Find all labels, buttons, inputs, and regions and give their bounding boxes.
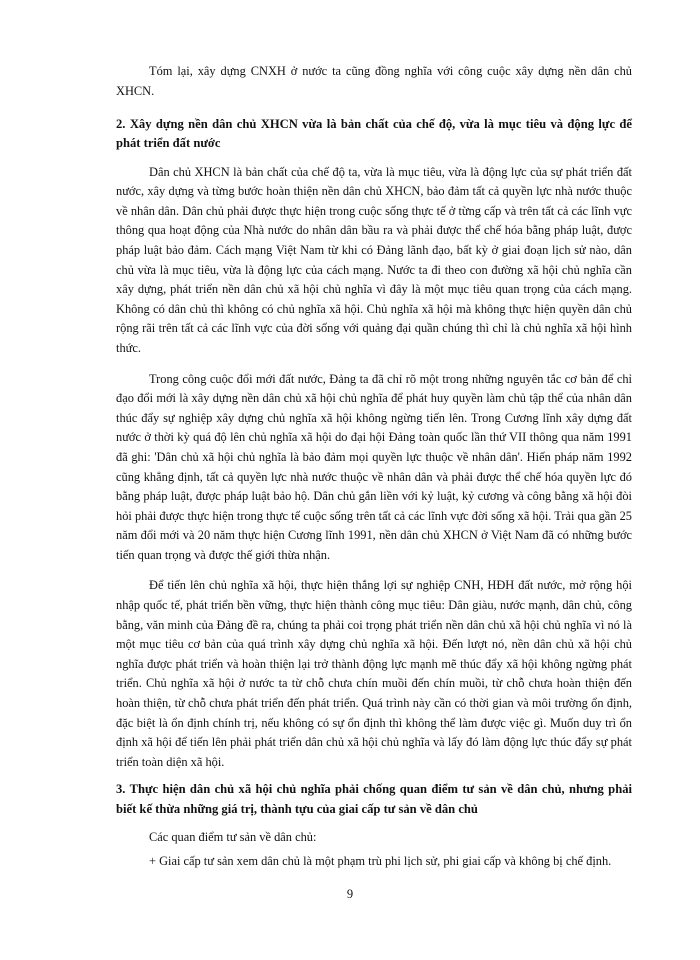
document-page [116, 62, 632, 872]
page-number: 9 [346, 887, 354, 901]
section-3-paragraph-2: + Giai cấp tư sản xem dân chủ là một phạm trù phi lịch sử, phi giai cấp và không bị chế định. [149, 854, 612, 869]
section-2-paragraph-3: Để tiến lên chủ nghĩa xã hội, thực hiện thắng lợi sự nghiệp CNH, HĐH đất nước, mở rộng hội nhập quốc tế, phát triển bền vững, thực hiện thành công mục tiêu: Dân giàu, nước mạnh, dân chủ, công bằng, văn minh của Đảng đề ra, chúng ta phải coi trọng phát triển nền dân chủ xã hội chủ nghĩa vì nó là một mục tiêu cơ bản của quá trình xây dựng chủ nghĩa xã hội. Đến lượt nó, nền dân chủ xã hội chủ nghĩa được phát triển và hoàn thiện lại trở thành động lực mạnh mẽ thúc đẩy xã hội không ngừng phát triển. Chủ nghĩa xã hội ở nước ta từ chỗ chưa chín muồi đến chín muồi, từ chỗ chưa hoàn thiện đến hoàn thiện, từ chỗ chưa phát triển đến phát triển. Quá trình này cần có thời gian và môi trường ổn định, đặc biệt là ổn định chính trị, nếu không có sự ổn định thì không thể làm được việc gì. Muốn duy trì ổn định xã hội để tiến lên phải phát triển dân chủ xã hội chủ nghĩa và lấy đó làm động lực thúc đẩy sự phát triển toàn diện xã hội. [116, 578, 632, 769]
section-2-paragraph-1: Dân chủ XHCN là bản chất của chế độ ta, vừa là mục tiêu, vừa là động lực của sự phát triển đất nước, xây dựng và từng bước hoàn thiện nền dân chủ XHCN, bảo đảm tất cả quyền lực nhà nước thuộc về nhân dân. Dân chủ phải được thực hiện trong cuộc sống thực tế ở từng cấp và trên tất cả các lĩnh vực thông qua hoạt động của Nhà nước do nhân dân bầu ra và phải được thể chế hóa bằng pháp luật, được pháp luật bảo đảm. Cách mạng Việt Nam từ khi có Đảng lãnh đạo, bất kỳ ở giai đoạn lịch sử nào, dân chủ vừa là mục tiêu, vừa là động lực của cách mạng. Nước ta đi theo con đường xã hội chủ nghĩa cần xây dựng, phát triển nền dân chủ xã hội chủ nghĩa vì đây là một mục tiêu quan trọng của cách mạng. Không có dân chủ thì không có chủ nghĩa xã hội. Chủ nghĩa xã hội mà không thực hiện quyền dân chủ rộng rãi trên tất cả các lĩnh vực của đời sống với quảng đại quần chúng thì chỉ là chủ nghĩa xã hội hình thức. [116, 164, 632, 355]
section-2-paragraph-2: Trong công cuộc đổi mới đất nước, Đảng ta đã chỉ rõ một trong những nguyên tắc cơ bản để chỉ đạo đổi mới là xây dựng nền dân chủ xã hội chủ nghĩa để phát huy quyền làm chủ tập thể của nhân dân thúc đẩy sự nghiệp xây dựng chủ nghĩa xã hội không ngừng tiến lên. Trong Cương lĩnh xây dựng đất nước ở thời kỳ quá độ lên chủ nghĩa xã hội do đại hội Đảng toàn quốc lần thứ VII thông qua năm 1991 đã ghi: 'Dân chủ xã hội chủ nghĩa là bảo đảm mọi quyền lực thuộc về nhân dân'. Hiến pháp năm 1992 cũng khẳng định, tất cả quyền lực nhà nước thuộc về nhân dân và phải được thể chế hóa quyền lực đó bằng pháp luật, được pháp luật bảo hộ. Dân chủ gắn liền với kỷ luật, kỷ cương và công bằng xã hội đòi hỏi phải được thực hiện trong thực tế cuộc sống trên tất cả các lĩnh vực đời sống xã hội. Trải qua gần 25 năm đổi mới và 20 năm thực hiện Cương lĩnh 1991, nền dân chủ XHCN ở Việt Nam đã có những bước tiến quan trọng và được thế giới thừa nhận. [116, 371, 632, 562]
section-2-heading: 2. Xây dựng nền dân chủ XHCN vừa là bản chất của chế độ, vừa là mục tiêu và động lực để phát triển đất nước [116, 117, 632, 151]
section-3-paragraph-1: Các quan điểm tư sản về dân chủ: [149, 829, 317, 844]
section-3-heading: 3. Thực hiện dân chủ xã hội chủ nghĩa phải chống quan điểm tư sản về dân chủ, nhưng phải biết kế thừa những giá trị, thành tựu của giai cấp tư sản về dân chủ [116, 782, 632, 816]
intro-paragraph: Tóm lại, xây dựng CNXH ở nước ta cũng đồng nghĩa với công cuộc xây dựng nền dân chủ XHCN. [116, 64, 632, 98]
